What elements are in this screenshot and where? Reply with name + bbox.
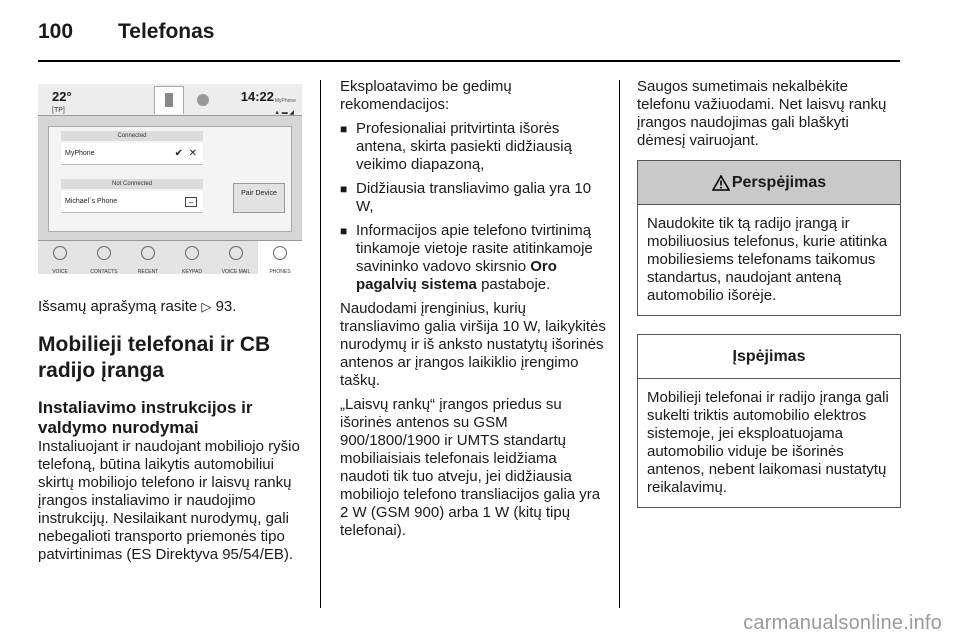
installation-paragraph: Instaliuojant ir naudojant mobiliojo ryšio telefoną, būtina laikytis automobiliui skirtų mobiliojo telefono ir laisvų rankų įrangos instaliavimo ir naudojimo instrukcijų. Nesilaikant nurodymų, gali nebegalioti transporto priemonės tipo patvirtinimas (ES Direktyva 95/54/EB). — [38, 438, 300, 563]
figure-device-row-connected — [61, 143, 203, 165]
infotainment-screenshot — [38, 84, 302, 274]
list-item-text: Informacijos apie telefono tvirtinimą tinkamoje vietoje rasite atitinkamoje savininko vadovo skirsnio — [356, 222, 593, 275]
keypad-icon — [185, 246, 199, 260]
figure-device-connected: MyPhone — [65, 150, 95, 157]
details-page-ref[interactable]: 93. — [215, 298, 237, 315]
recommendations-list — [340, 120, 608, 294]
page-number: 100 — [38, 20, 74, 43]
figure-tab-audio — [118, 86, 148, 114]
details-reference — [38, 298, 306, 316]
safety-paragraph: Saugos sumetimais nekalbėkite telefonu važiuodami. Net laisvų rankų įrangos naudojimas gali blaškyti dėmesį vairuojant. — [637, 78, 887, 149]
figure-nav-label: KEYPAD — [182, 269, 202, 274]
phones-icon — [273, 246, 287, 260]
figure-tab-apps — [188, 86, 218, 114]
figure-nav-voicemail — [214, 241, 258, 274]
figure-nav-keypad — [170, 241, 214, 274]
column-divider-1 — [320, 80, 321, 608]
figure-bottom-nav — [38, 240, 302, 274]
column-1 — [38, 78, 306, 570]
figure-tab-phone — [154, 86, 184, 114]
figure-device-not-connected: Michael´s Phone — [65, 198, 118, 205]
list-item: ■ Didžiausia transliavimo galia yra 10 W, — [340, 180, 608, 216]
column-divider-2 — [619, 80, 620, 608]
figure-nav-voice — [38, 241, 82, 274]
caution-body: Mobilieji telefonai ir radijo įranga gali sukelti triktis automobilio elektros sistemoje, jei eksploatuojama automobilio viduje be išorinės antenos, nebent laikomasi nustatytų reikalavimų. — [647, 389, 889, 496]
minus-icon: – — [185, 197, 197, 207]
page-title: Telefonas — [118, 20, 215, 43]
figure-nav-phones — [258, 241, 302, 274]
caution-header: Įspėjimas — [638, 335, 900, 379]
handsfree-paragraph: „Laisvų rankų“ įrangos priedus su išorinės antenos su GSM 900/1800/1900 ir UMTS standartų mobiliaisiais telefonais leidžiama naudoti tik tuo atveju, jei didžiausia mobiliojo telefono transliacijos galia yra 2 W (GSM 900) arba 1 W (kitų tipų telefonai). — [340, 396, 601, 539]
figure-device-row-not-connected — [61, 191, 203, 213]
list-item — [340, 222, 608, 294]
caution-box — [637, 334, 901, 508]
figure-nav-label: PHONES — [269, 269, 291, 274]
figure-nav-label: RECENT — [137, 269, 159, 274]
figure-not-connected-label: Not Connected — [61, 179, 203, 189]
figure-device-name: MyPhone — [274, 98, 296, 104]
column-2 — [340, 78, 608, 546]
warning-box — [637, 160, 901, 316]
list-item: ■ Profesionaliai pritvirtinta išorės antena, skirta pasiekti didžiausią veikimo diapazoną, — [340, 120, 608, 174]
voicemail-icon — [229, 246, 243, 260]
recommendations-intro: Eksploatavimo be gedimų rekomendacijos: — [340, 78, 512, 113]
power-paragraph: Naudodami įrenginius, kurių transliavimo galia viršija 10 W, laikykitės nurodymų ir iš anksto nustatytų išorinės antenos ar įrangos laikiklio įrengimo taškų. — [340, 300, 606, 389]
recent-icon — [141, 246, 155, 260]
warning-title: Perspėjimas — [731, 173, 827, 191]
signal-icon: ▲ ▬ ◢ — [274, 110, 294, 116]
figure-nav-contacts — [82, 241, 126, 274]
figure-temperature: 22° — [52, 89, 72, 104]
reference-arrow-icon: ▷ — [201, 299, 212, 314]
warning-triangle-icon — [712, 175, 730, 191]
section-heading: Mobilieji telefonai ir CB radijo įranga — [38, 333, 271, 382]
airbag-section-ref: Oro pagalvių sistema — [356, 258, 557, 293]
figure-nav-label: CONTACTS — [90, 269, 118, 274]
check-icon: ✔ — [174, 148, 183, 159]
voice-icon — [53, 246, 67, 260]
warning-body: Naudokite tik tą radijo įrangą ir mobiliuosius telefonus, kurie atitinka mobiliesiems telefonams taikomus standartus, naudojant anteną automobilio išorėje. — [647, 215, 888, 304]
figure-nav-label: VOICE — [52, 269, 68, 274]
close-icon: ✕ — [188, 148, 197, 159]
column-3 — [637, 78, 901, 508]
watermark: carmanualsonline.info — [743, 612, 942, 634]
figure-nav-recent — [126, 241, 170, 274]
figure-status-bar — [38, 84, 302, 116]
subsection-heading: Instaliavimo instrukcijos ir valdymo nurodymai — [38, 398, 253, 437]
figure-connected-label: Connected — [61, 131, 203, 141]
figure-pair-device-button: Pair Device — [233, 183, 285, 213]
figure-time: 14:22 — [240, 89, 274, 104]
contacts-icon — [97, 246, 111, 260]
list-item-end: pastaboje. — [481, 276, 551, 293]
figure-tp: [TP] — [52, 107, 65, 114]
figure-phone-list — [48, 126, 292, 232]
warning-header — [638, 161, 900, 205]
figure-nav-label: VOICE MAIL — [221, 269, 251, 274]
details-text: Išsamų aprašymą rasite — [38, 298, 198, 315]
header-rule — [38, 60, 900, 62]
